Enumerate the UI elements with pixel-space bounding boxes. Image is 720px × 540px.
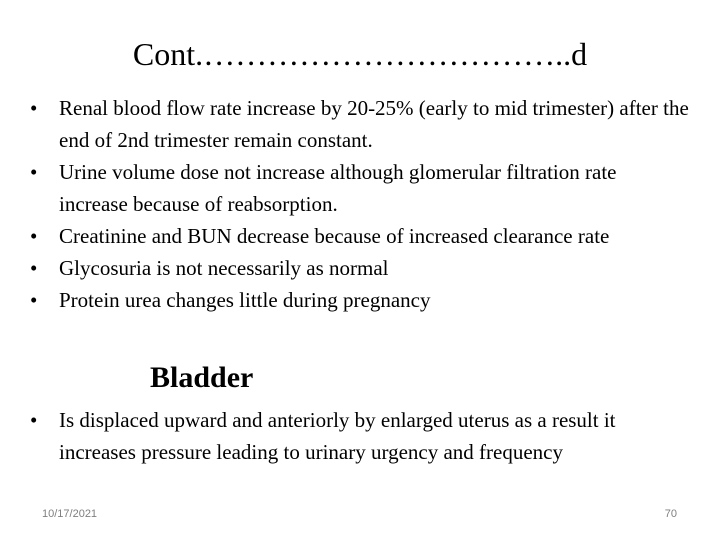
bullet-icon: • [30, 224, 38, 248]
bullet-text: Is displaced upward and anteriorly by enlarged uterus as a result it increases pressure leading to urinary urgency and frequency [59, 408, 616, 464]
bladder-bullet-list [30, 404, 690, 468]
bullet-text: Glycosuria is not necessarily as normal [59, 256, 389, 280]
list-item [30, 404, 690, 468]
list-item [30, 220, 690, 252]
section-heading-bladder: Bladder [150, 361, 254, 394]
list-item [30, 284, 690, 316]
bullet-text: Creatinine and BUN decrease because of increased clearance rate [59, 224, 610, 248]
slide-title: Cont.……………………………..d [132, 36, 588, 72]
bullet-text: Protein urea changes little during pregnancy [59, 288, 431, 312]
footer-date: 10/17/2021 [42, 508, 98, 520]
list-item [30, 156, 690, 220]
bullet-icon: • [30, 256, 38, 280]
bullet-text: Renal blood flow rate increase by 20-25% (early to mid trimester) after the end of 2nd trimester remain constant. [59, 96, 689, 152]
bullet-icon: • [30, 96, 38, 120]
list-item [30, 252, 690, 284]
list-item [30, 92, 690, 156]
bullet-text: Urine volume dose not increase although glomerular filtration rate increase because of reabsorption. [59, 160, 617, 216]
footer-page-number: 70 [664, 508, 677, 520]
bullet-icon: • [30, 288, 38, 312]
bullet-icon: • [30, 408, 38, 432]
bullet-list [30, 92, 690, 316]
bullet-icon: • [30, 160, 38, 184]
